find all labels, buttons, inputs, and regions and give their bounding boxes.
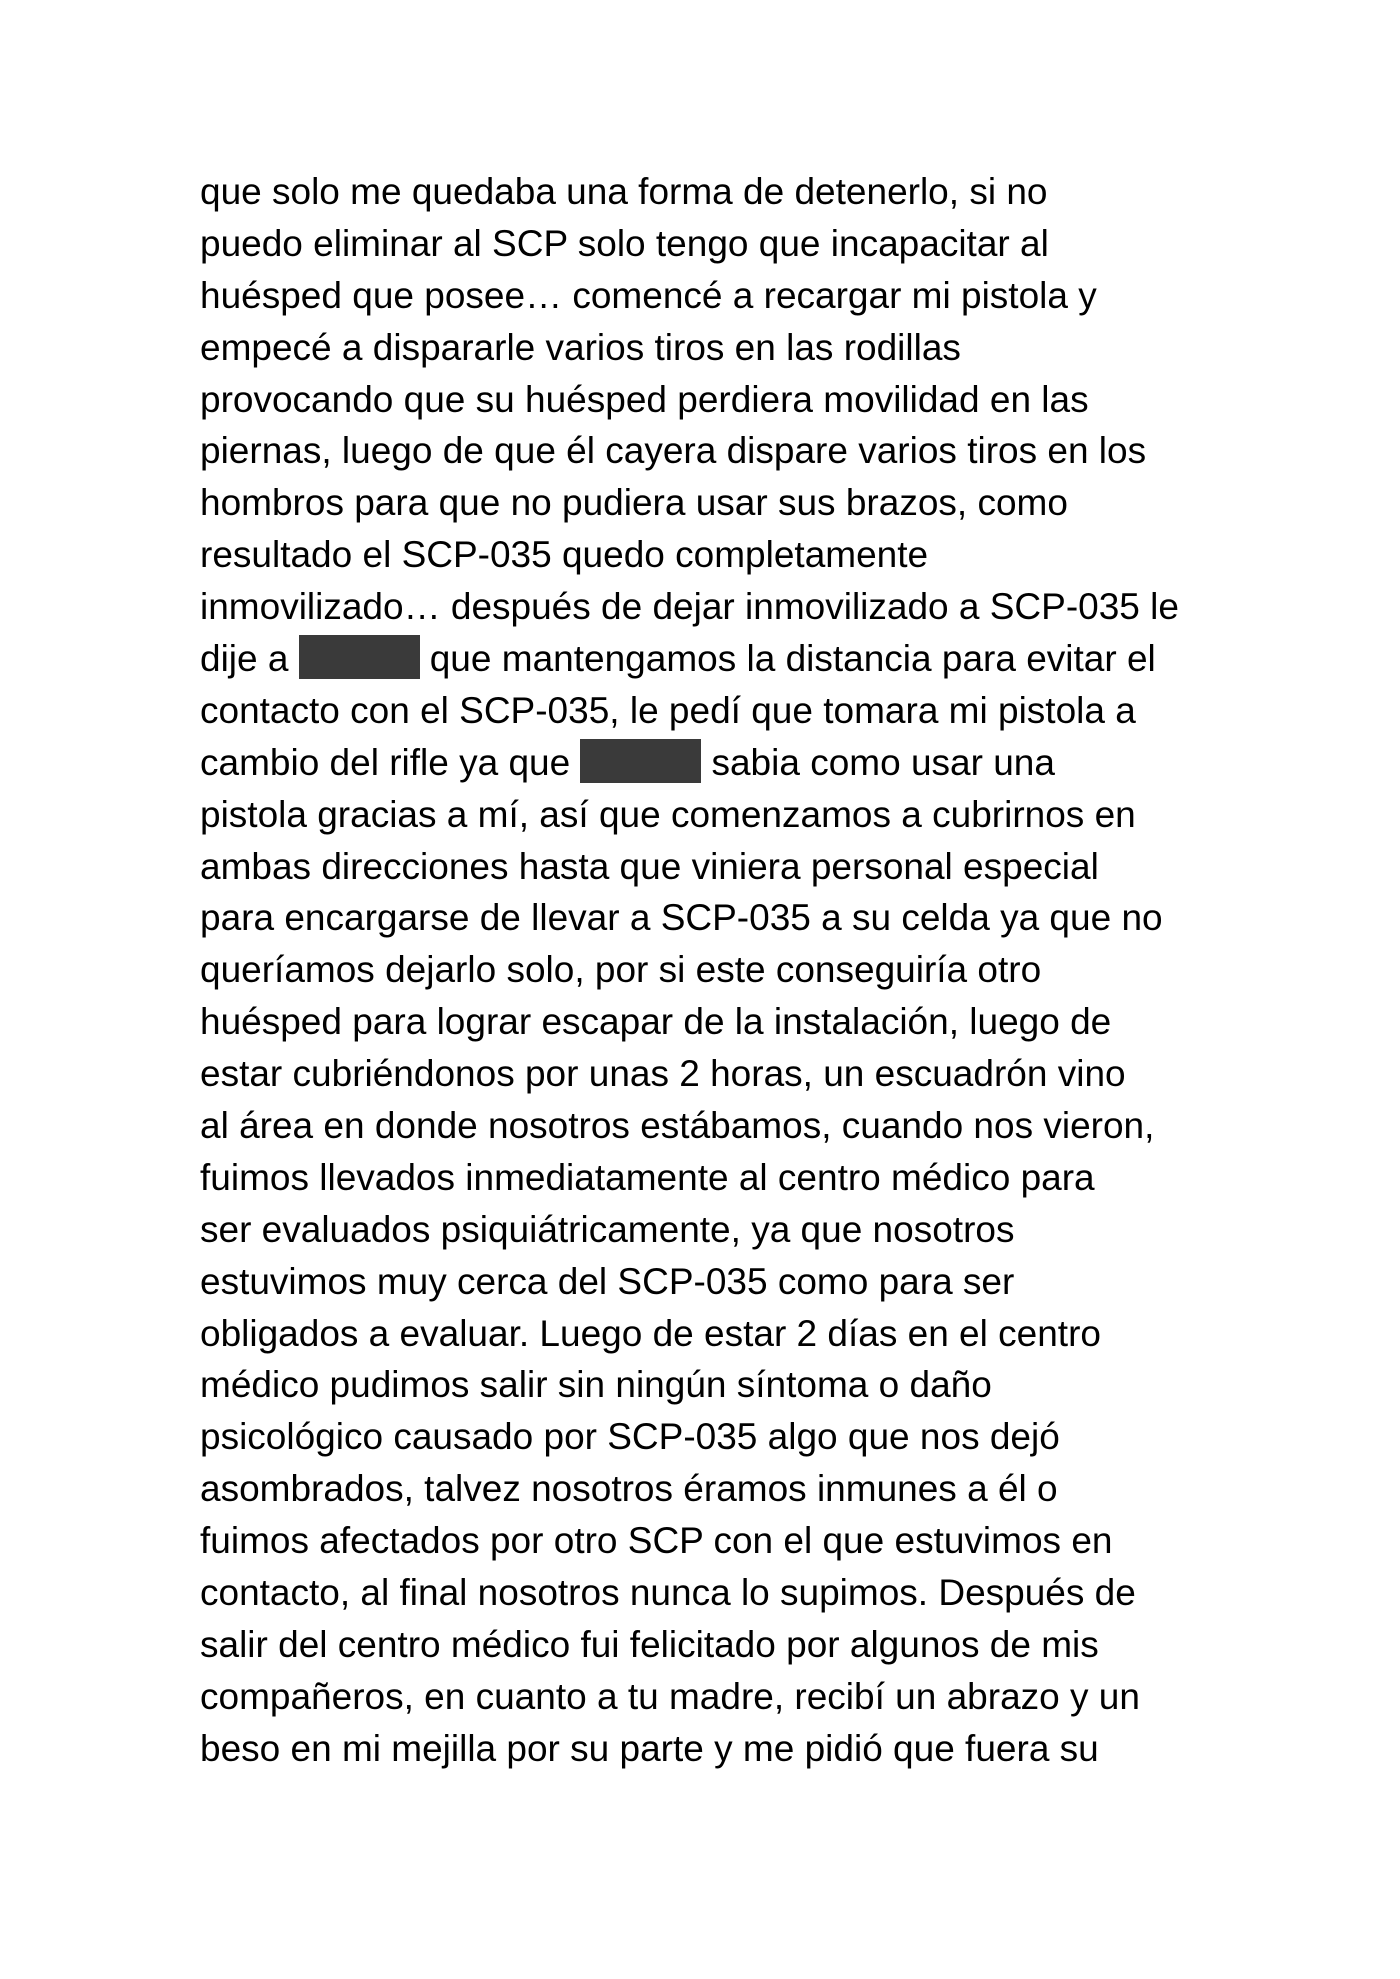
text-segment: cambio del rifle ya que — [200, 741, 581, 783]
body-text — [200, 166, 1240, 1775]
text-line: obligados a evaluar. Luego de estar 2 días en el centro — [200, 1312, 1101, 1354]
text-line: puedo eliminar al SCP solo tengo que incapacitar al — [200, 222, 1049, 264]
text-line: inmovilizado… después de dejar inmovilizado a SCP-035 le — [200, 586, 1179, 628]
text-line: hombros para que no pudiera usar sus brazos, como — [200, 482, 1068, 524]
text-line: que solo me quedaba una forma de detenerlo, si no — [200, 171, 1048, 212]
text-line: fuimos afectados por otro SCP con el que estuvimos en — [200, 1520, 1113, 1562]
text-line: ser evaluados psiquiátricamente, ya que nosotros — [200, 1208, 1015, 1250]
text-line-with-redaction — [200, 737, 1240, 789]
text-line: beso en mi mejilla por su parte y me pidió que fuera su — [200, 1727, 1099, 1769]
text-line: salir del centro médico fui felicitado por algunos de mis — [200, 1623, 1099, 1665]
text-segment: que mantengamos la distancia para evitar el — [429, 638, 1156, 680]
text-segment: sabia como usar una — [711, 741, 1055, 783]
text-line: compañeros, en cuanto a tu madre, recibí un abrazo y un — [200, 1675, 1140, 1717]
text-line: huésped que posee… comencé a recargar mi pistola y — [200, 274, 1097, 316]
text-line: estar cubriéndonos por unas 2 horas, un escuadrón vino — [200, 1053, 1126, 1095]
text-line: ambas direcciones hasta que viniera personal especial — [200, 845, 1099, 887]
text-line: empecé a dispararle varios tiros en las rodillas — [200, 326, 961, 368]
text-line: queríamos dejarlo solo, por si este conseguiría otro — [200, 949, 1042, 991]
text-line: al área en donde nosotros estábamos, cuando nos vieron, — [200, 1105, 1155, 1147]
text-line: provocando que su huésped perdiera movilidad en las — [200, 378, 1089, 420]
text-segment: dije a — [200, 638, 299, 680]
text-line: pistola gracias a mí, así que comenzamos a cubrirnos en — [200, 793, 1136, 835]
text-line: huésped para lograr escapar de la instalación, luego de — [200, 1001, 1112, 1043]
redaction-bar — [580, 739, 701, 783]
text-line: estuvimos muy cerca del SCP-035 como para ser — [200, 1260, 1015, 1302]
redaction-bar — [299, 635, 420, 679]
text-line: asombrados, talvez nosotros éramos inmunes a él o — [200, 1468, 1058, 1510]
text-line: resultado el SCP-035 quedo completamente — [200, 534, 929, 576]
text-line-with-redaction — [200, 633, 1240, 685]
text-line: para encargarse de llevar a SCP-035 a su celda ya que no — [200, 897, 1163, 939]
text-line: contacto, al final nosotros nunca lo supimos. Después de — [200, 1572, 1136, 1614]
text-line: contacto con el SCP-035, le pedí que tomara mi pistola a — [200, 689, 1136, 731]
text-line: psicológico causado por SCP-035 algo que nos dejó — [200, 1416, 1060, 1458]
text-line: médico pudimos salir sin ningún síntoma o daño — [200, 1364, 992, 1406]
text-line: fuimos llevados inmediatamente al centro médico para — [200, 1156, 1095, 1198]
text-line: piernas, luego de que él cayera dispare varios tiros en los — [200, 430, 1147, 472]
